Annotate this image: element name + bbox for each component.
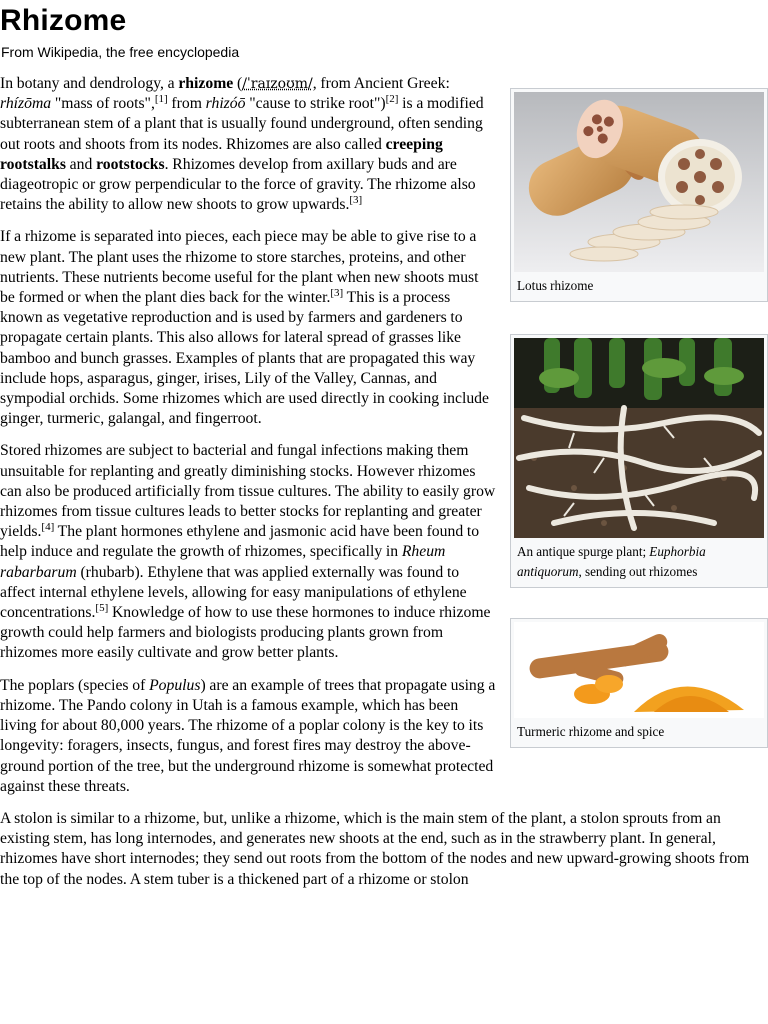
- citation-link[interactable]: [3]: [330, 286, 344, 299]
- turmeric-image[interactable]: [514, 622, 764, 718]
- paragraph-4: The poplars (species of Populus) are an example of trees that propagate using a rhizome. The Pando colony in Utah is a famous example, which has been living for about 80,000 years. The rhizome of a poplar colony is the key to its longevity: foragers, insects, fungus, and forest fires may destroy the above-ground portion of the tree, but the underground rhizome is somewhat protected against these threats.: [0, 676, 496, 795]
- figure-turmeric: [510, 618, 768, 748]
- site-tagline: From Wikipedia, the free encyclopedia: [1, 44, 240, 60]
- page-title: Rhizome: [0, 4, 127, 37]
- paragraph-3: Stored rhizomes are subject to bacterial and fungal infections making them unsuitable for replanting and greatly diminishing stocks. However rhizomes can also be produced artificially from tissue cultures. The ability to easily grow rhizomes from tissue cultures leads to better stocks for replanting and greater yields.[4] The plant hormones ethylene and jasmonic acid have been found to help induce and regulate the growth of rhizomes, specifically in Rheum rabarbarum (rhubarb). Ethylene that was applied externally was found to affect internal ethylene levels, allowing for easy manipulations of ethylene concentrations.[5] Knowledge of how to use these hormones to induce rhizome growth could help farmers and biologists producing plants grown from rhizomes more easily cultivate and grow better plants.: [0, 442, 496, 662]
- paragraph-1: In botany and dendrology, a rhizome (/ˈraɪzoʊm/, from Ancient Greek: rhízōma "mass of roots",[1] from rhizóō "cause to strike root")[2] is a modified subterranean stem of a plant that is usually found underground, often sending out roots and shoots from its nodes. Rhizomes are also called creeping rootstalks and rootstocks. Rhizomes develop from axillary buds and are diageotropic or grow perpendicular to the force of gravity. The rhizome also retains the ability to allow new shoots to grow upwards.[3]: [0, 75, 484, 214]
- spurge-plant-image[interactable]: [514, 338, 764, 538]
- figure-caption-spurge: An antique spurge plant; Euphorbia antiquorum, sending out rhizomes: [517, 544, 706, 579]
- article-body: [0, 74, 768, 902]
- pronunciation-ipa[interactable]: /ˈraɪzoʊm/: [242, 76, 313, 92]
- figure-caption-lotus: Lotus rhizome: [517, 278, 594, 293]
- figure-spurge-plant: [510, 334, 768, 588]
- lotus-rhizome-image[interactable]: [514, 92, 764, 272]
- citation-link[interactable]: [2]: [385, 92, 399, 105]
- paragraph-5: A stolon is similar to a rhizome, but, unlike a rhizome, which is the main stem of the plant, a stolon sprouts from an existing stem, has long internodes, and generates new shoots at the end, such as in the strawberry plant. In general, rhizomes have short internodes; they send out roots from the bottom of the nodes and new upward-growing shoots from the top of the nodes. A stem tuber is a thickened part of a rhizome or stolon: [0, 809, 750, 888]
- citation-link[interactable]: [5]: [95, 601, 109, 614]
- paragraph-2: If a rhizome is separated into pieces, each piece may be able to give rise to a new plant. The plant uses the rhizome to store starches, proteins, and other nutrients. These nutrients become useful for the plant when new shoots must be formed or when the plant dies back for the winter.[3] This is a process known as vegetative reproduction and is used by farmers and gardeners to propagate certain plants. This also allows for lateral spread of grasses like bamboo and bunch grasses. Examples of plants that are propagated this way include hops, asparagus, ginger, irises, Lily of the Valley, Cannas, and sympodial orchids. Some rhizomes which are used directly in cooking include ginger, turmeric, galangal, and fingerroot.: [0, 228, 489, 428]
- citation-link[interactable]: [1]: [154, 92, 168, 105]
- figure-lotus-rhizome: [510, 88, 768, 302]
- figure-caption-turmeric: Turmeric rhizome and spice: [517, 724, 665, 739]
- citation-link[interactable]: [4]: [41, 521, 55, 534]
- citation-link[interactable]: [3]: [349, 193, 363, 206]
